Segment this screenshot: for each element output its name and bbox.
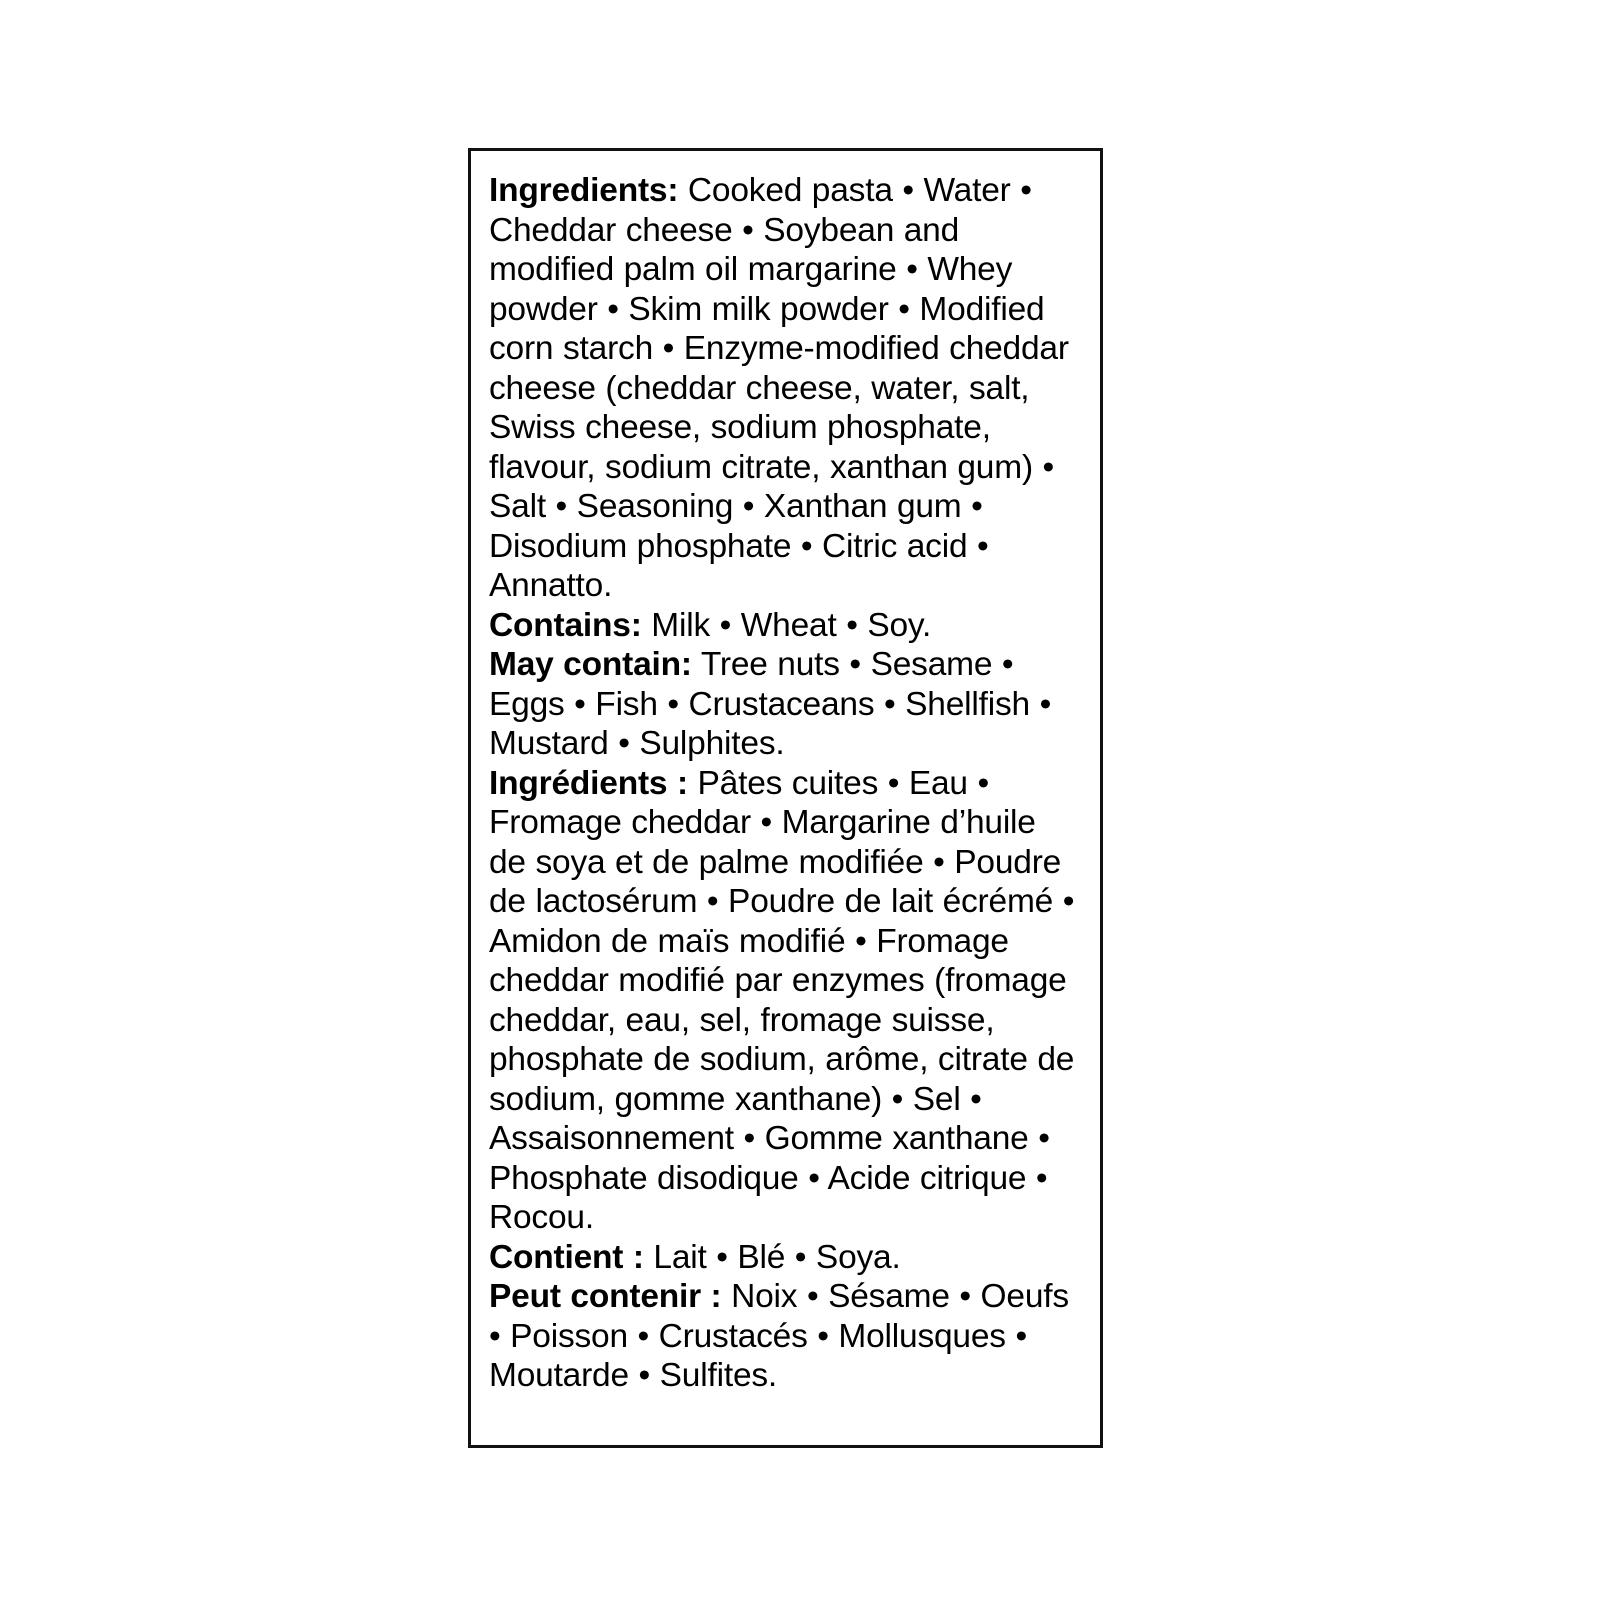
ingredients-french <box>489 764 1078 1238</box>
peut-contenir-french <box>489 1277 1078 1396</box>
may-contain-english-heading: May contain: <box>489 646 692 684</box>
ingredients-french-heading: Ingrédients : <box>489 764 688 802</box>
ingredients-english <box>489 171 1078 606</box>
peut-contenir-french-text: Noix • Sésame • Oeufs • Poisson • Crustacés • Mollusques • Moutarde • Sulfites. <box>489 1278 1069 1395</box>
ingredients-panel <box>468 148 1103 1448</box>
ingredients-english-heading: Ingredients: <box>489 172 679 209</box>
may-contain-english-text: Tree nuts • Sesame • Eggs • Fish • Crustaceans • Shellfish • Mustard • Sulphites. <box>489 646 1052 763</box>
contains-english <box>489 606 1078 646</box>
contient-french-heading: Contient : <box>489 1238 644 1276</box>
contient-french <box>489 1238 1078 1278</box>
may-contain-english <box>489 645 1078 764</box>
contient-french-text: Lait • Blé • Soya. <box>643 1238 901 1276</box>
ingredients-english-text: Cooked pasta • Water • Cheddar cheese • Soybean and modified palm oil margarine • Whey powder • Skim milk powder • Modified corn starch • Enzyme-modified cheddar cheese (cheddar cheese, water, salt, Swiss cheese, sodium phosphate, flavour, sodium citrate, xanthan gum) • Salt • Seasoning • Xanthan gum • Disodium phosphate • Citric acid • Annatto. <box>489 172 1069 605</box>
ingredients-french-text: Pâtes cuites • Eau • Fromage cheddar • Margarine d’huile de soya et de palme modifiée • Poudre de lactosérum • Poudre de lait écrémé • Amidon de maïs modifié • Fromage cheddar modifié par enzymes (fromage cheddar, eau, sel, fromage suisse, phosphate de sodium, arôme, citrate de sodium, gomme xanthane) • Sel • Assaisonnement • Gomme xanthane • Phosphate disodique • Acide citrique • Rocou. <box>489 764 1075 1237</box>
peut-contenir-french-heading: Peut contenir : <box>489 1278 722 1316</box>
contains-english-heading: Contains: <box>489 606 642 644</box>
contains-english-text: Milk • Wheat • Soy. <box>641 606 932 644</box>
